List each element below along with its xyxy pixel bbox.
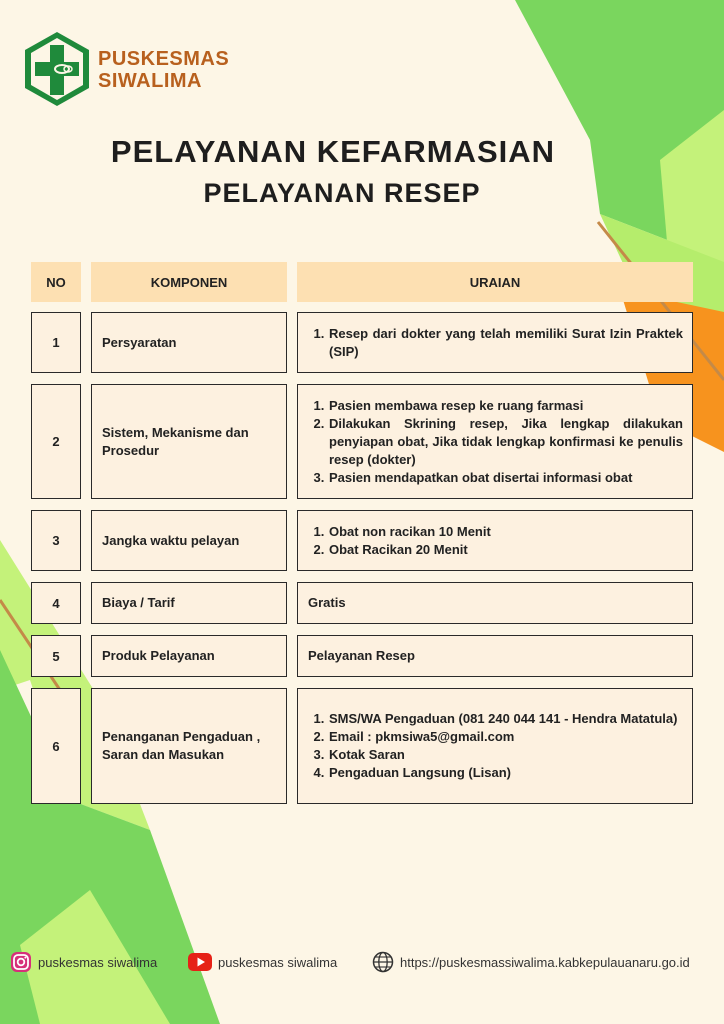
instagram-icon [10, 951, 32, 973]
row-6-list [308, 710, 683, 782]
row-3-item: 2. Obat Racikan 20 Menit [328, 541, 683, 559]
row-5-no: 5 [31, 635, 81, 677]
row-2-item: 1. Pasien membawa resep ke ruang farmasi [328, 397, 683, 415]
row-6-item: 1. SMS/WA Pengaduan (081 240 044 141 - Hendra Matatula) [328, 710, 683, 728]
row-2-komponen: Sistem, Mekanisme dan Prosedur [91, 384, 287, 499]
instagram-handle: puskesmas siwalima [38, 954, 158, 970]
row-6-item: 3. Kotak Saran [328, 746, 683, 764]
youtube-channel: puskesmas siwalima [218, 954, 338, 970]
row-1-item: 1. Resep dari dokter yang telah memiliki Surat Izin Praktek (SIP) [328, 325, 683, 361]
instagram-link[interactable] [10, 932, 157, 992]
row-2-list [308, 397, 683, 487]
page-title: PELAYANAN KEFARMASIAN [110, 134, 556, 169]
header-uraian: URAIAN [297, 262, 693, 302]
row-1-komponen: Persyaratan [91, 312, 287, 373]
brand-line1: PUSKESMAS [98, 48, 230, 70]
footer [0, 932, 724, 992]
row-2-uraian [297, 384, 693, 499]
row-1-list [308, 325, 683, 361]
website-link[interactable] [372, 932, 690, 992]
brand-line2: SIWALIMA [98, 70, 202, 92]
row-4-komponen: Biaya / Tarif [91, 582, 287, 624]
puskesmas-logo [22, 30, 92, 108]
row-6-no: 6 [31, 688, 81, 804]
row-6-item: 2. Email : pkmsiwa5@gmail.com [328, 728, 683, 746]
row-2-item: 2. Dilakukan Skrining resep, Jika lengkap dilakukan penyiapan obat, Jika tidak lengkap konfirmasi ke penulis resep (dokter) [328, 415, 683, 469]
row-2-no: 2 [31, 384, 81, 499]
header-komponen: KOMPONEN [91, 262, 287, 302]
row-3-item: 1. Obat non racikan 10 Menit [328, 523, 683, 541]
row-3-no: 3 [31, 510, 81, 571]
row-6-item: 4. Pengaduan Langsung (Lisan) [328, 764, 683, 782]
brand-name [98, 48, 229, 92]
row-2-item: 3. Pasien mendapatkan obat disertai informasi obat [328, 469, 683, 487]
youtube-link[interactable] [188, 932, 337, 992]
row-3-uraian [297, 510, 693, 571]
row-3-list [308, 523, 683, 559]
row-4-no: 4 [31, 582, 81, 624]
row-3-komponen: Jangka waktu pelayan [91, 510, 287, 571]
page-subtitle: PELAYANAN RESEP [203, 178, 481, 208]
row-5-komponen: Produk Pelayanan [91, 635, 287, 677]
row-5-uraian: Pelayanan Resep [297, 635, 693, 677]
row-1-no: 1 [31, 312, 81, 373]
website-url: https://puskesmassiwalima.kabkepulauanaru.go.id [400, 954, 690, 970]
globe-icon [372, 951, 394, 973]
row-6-uraian [297, 688, 693, 804]
row-4-uraian: Gratis [297, 582, 693, 624]
header-no: NO [31, 262, 81, 302]
row-1-uraian [297, 312, 693, 373]
row-6-komponen: Penanganan Pengaduan , Saran dan Masukan [91, 688, 287, 804]
youtube-icon [188, 953, 212, 971]
